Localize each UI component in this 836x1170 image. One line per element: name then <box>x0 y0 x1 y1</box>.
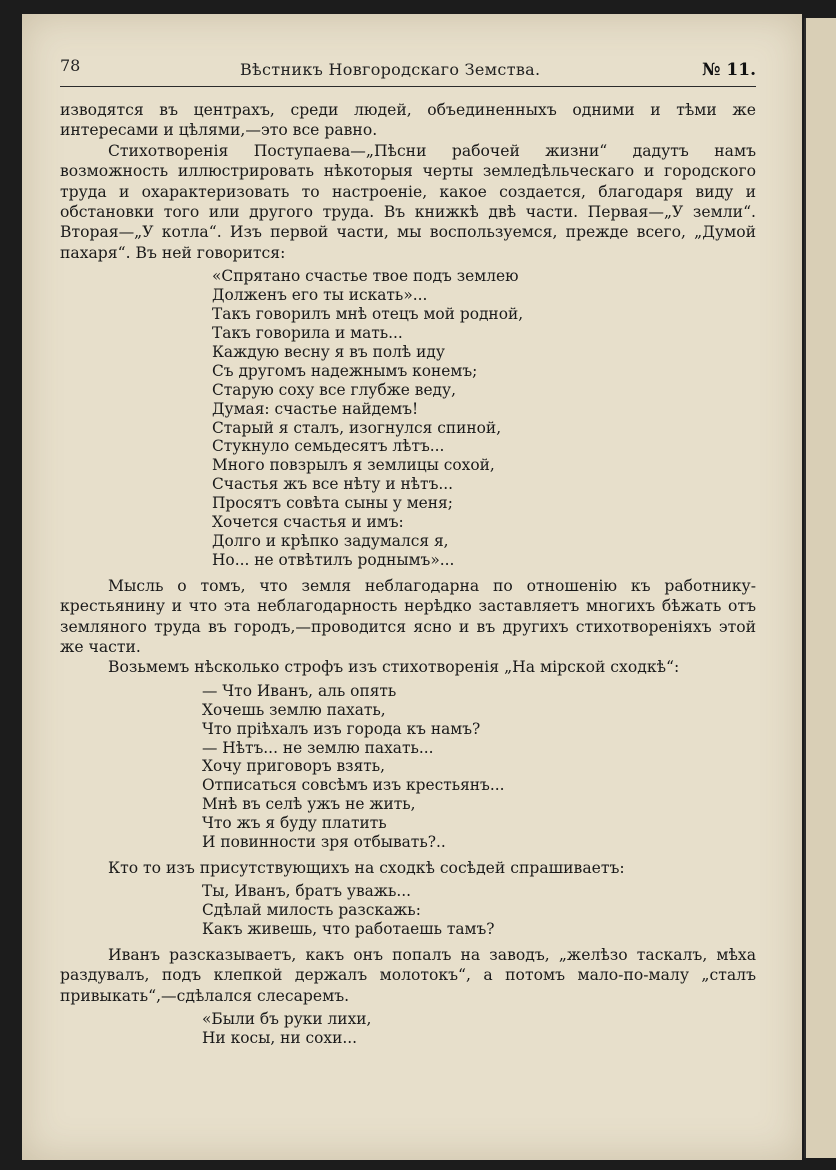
adjacent-page-edge <box>804 18 836 1158</box>
verse-line: Сдѣлай милость разскажь: <box>202 901 421 920</box>
paragraph: Стихотворенія Поступаева—„Пѣсни рабочей жизни“ дадутъ намъ возможность иллюстрировать нѣкоторыя черты земледѣльческаго и городского труда и охарактеризовать то настроеніе, какое создается, благодаря виду и обстановки того или другого труда. Въ книжкѣ двѣ части. Первая—„У земли“. Вторая—„У котла“. Изъ первой части, мы воспользуемся, прежде всего, „Думой пахаря“. Въ ней говорится: <box>60 141 756 262</box>
verse-line: Хочешь землю пахать, <box>202 700 386 719</box>
verse-line: Много повзрылъ я землицы сохой, <box>212 456 495 475</box>
page-number: 78 <box>60 56 81 75</box>
paragraph: Возьмемъ нѣсколько строфъ изъ стихотворенія „На мірской сходкѣ“: <box>108 658 680 677</box>
paragraph: изводятся въ центрахъ, среди людей, объединенныхъ одними и тѣми же интересами и цѣлями,—это все равно. <box>60 101 756 140</box>
paragraph: Иванъ разсказываетъ, какъ онъ попалъ на заводъ, „желѣзо таскалъ, мѣха раздувалъ, подъ клепкой держалъ молотокъ“, а потомъ мало-по-малу „сталъ привыкать“,—сдѣлался слесаремъ. <box>60 946 756 1005</box>
verse-line: Какъ живешь, что работаешь тамъ? <box>202 920 495 939</box>
paragraph: Кто то изъ присутствующихъ на сходкѣ сосѣдей спрашиваетъ: <box>108 858 625 877</box>
poem-excerpt <box>60 1010 756 1048</box>
verse-line: «Спрятано счастье твое подъ землею <box>212 267 519 286</box>
running-header <box>60 52 756 87</box>
poem-excerpt <box>60 267 756 570</box>
verse-line: Старую соху все глубже веду, <box>212 380 456 399</box>
verse-line: Что пріѣхалъ изъ города къ намъ? <box>202 719 481 738</box>
verse-line: Каждую весну я въ полѣ иду <box>212 342 445 361</box>
verse-line: Съ другомъ надежнымъ конемъ; <box>212 361 478 380</box>
paragraph: Мысль о томъ, что земля неблагодарна по отношенію къ работнику-крестьянину и что эта неблагодарность нерѣдко заставляетъ многихъ бѣжать отъ земляного труда въ городъ,—проводится ясно и въ другихъ стихотвореніяхъ этой же части. <box>60 576 756 656</box>
verse-line: Такъ говорила и мать... <box>212 323 403 342</box>
verse-line: Мнѣ въ селѣ ужъ не жить, <box>202 795 416 814</box>
journal-title: Вѣстникъ Новгородскаго Земства. <box>240 60 541 79</box>
verse-line: — Нѣтъ... не землю пахать... <box>202 738 434 757</box>
verse-line: Отписаться совсѣмъ изъ крестьянъ... <box>202 776 505 795</box>
verse-line: Ни косы, ни сохи... <box>202 1029 358 1048</box>
poem-excerpt <box>60 882 756 939</box>
verse-line: Просятъ совѣта сыны у меня; <box>212 494 453 513</box>
issue-number: № 11. <box>702 60 756 80</box>
poem-excerpt <box>60 682 756 852</box>
verse-line: Стукнуло семьдесятъ лѣтъ... <box>212 437 445 456</box>
verse-line: И повинности зря отбывать?.. <box>202 833 446 852</box>
verse-line: «Были бъ руки лихи, <box>202 1010 372 1029</box>
verse-line: Долго и крѣпко задумался я, <box>212 531 449 550</box>
verse-line: Старый я сталъ, изогнулся спиной, <box>212 418 502 437</box>
verse-line: Хочется счастья и имъ: <box>212 513 404 532</box>
verse-line: Но... не отвѣтилъ роднымъ»... <box>212 550 455 569</box>
verse-line: Думая: счастье найдемъ! <box>212 399 419 418</box>
verse-line: Хочу приговоръ взять, <box>202 757 386 776</box>
verse-line: Ты, Иванъ, братъ уважь... <box>202 882 411 901</box>
verse-line: — Что Иванъ, аль опять <box>202 681 397 700</box>
verse-line: Такъ говорилъ мнѣ отецъ мой родной, <box>212 305 524 324</box>
page-body <box>60 100 756 1054</box>
verse-line: Что жъ я буду платить <box>202 814 387 833</box>
verse-line: Счастья жъ все нѣту и нѣтъ... <box>212 475 454 494</box>
verse-line: Долженъ его ты искать»... <box>212 286 428 305</box>
